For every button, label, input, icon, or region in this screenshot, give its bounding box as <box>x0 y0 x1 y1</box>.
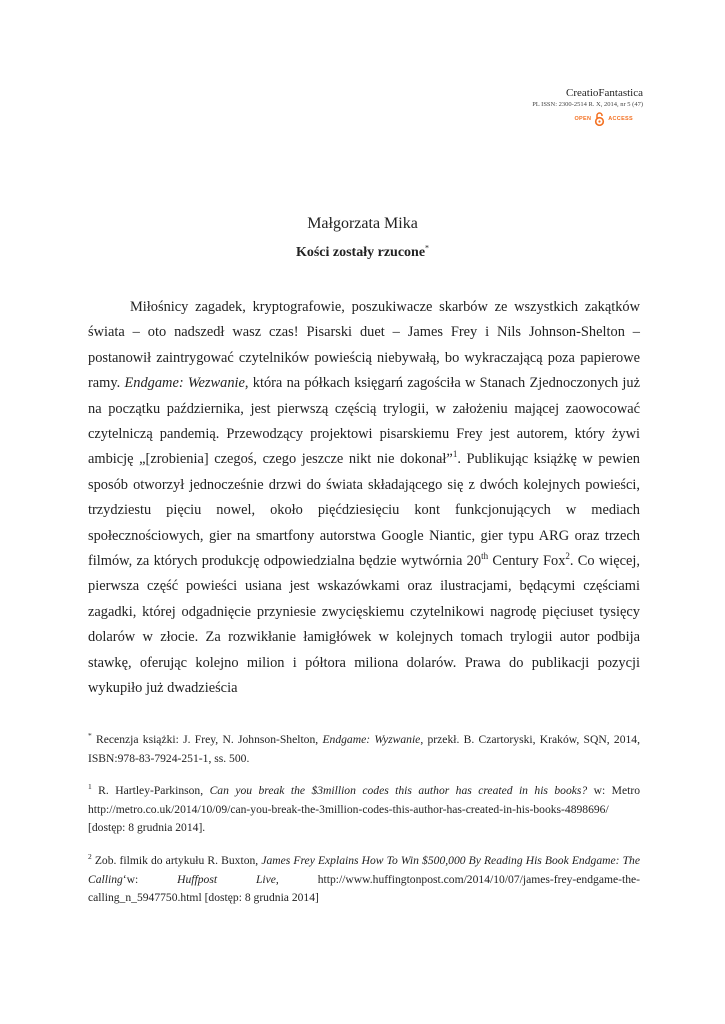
body-text-3: . Publikując książkę w pewien sposób otworzył jednocześnie drzwi do świata składającego się z dwóch kolejnych powieści, trzydziestu pięciu nowel, około pięćdziesięciu kont funkcjonujących w mediach społecznościowych, gier na smartfony autorstwa Google Niantic, gier typu ARG oraz trzech filmów, za których produkcję odpowiedzialna będzie wytwórnia 20 <box>88 451 640 570</box>
author-name: Małgorzata Mika <box>307 215 418 232</box>
footnote-2-italic: James Frey Explains How To Win $500,000 By Reading His Book Endgame: The Calling <box>88 853 640 886</box>
footnote-1 <box>88 782 640 838</box>
body-text-1: Miłośnicy zagadek, kryptografowie, poszukiwacze skarbów ze wszystkich zakątków świata – oto nadszedł wasz czas! Pisarski duet – James Frey i Nils Johnson-Shelton – postanowił zaintrygować czytelników powieścią niebywałą, bo wykraczającą poza papierowe ramy. <box>88 299 640 392</box>
body-text-5: . Co więcej, pierwsza część powieści usiana jest wskazówkami oraz ilustracjami, będącymi częściami zagadki, której odgadnięcie przyniesie zwycięskiemu czytelnikowi nagrodę pięciuset tysięcy dolarów w złocie. Za rozwikłanie łamigłówek w kolejnych tomach trylogii autor podbija stawkę, oferując kolejno milion i półtora miliona dolarów. Prawa do publikacji pozycji wykupiło już dwadzieścia <box>88 553 640 697</box>
issn-line: PL ISSN: 2300-2514 R. X, 2014, nr 5 (47) <box>532 101 643 108</box>
journal-header <box>483 86 643 126</box>
footnote-2-text-c[interactable]: http://www.huffingtonpost.com/2014/10/07/james-frey-endgame-the-calling_n_5947750.html [dostęp: 8 grudnia 2014] <box>88 872 641 905</box>
footnote-star-text-b: , przekł. B. Czartoryski, Kraków, SQN, 2014, ISBN:978-83-7924-251-1, ss. 500. <box>88 733 640 765</box>
footnote-1-text-a: R. Hartley-Parkinson, <box>91 784 210 798</box>
article-body <box>88 295 640 702</box>
footnote-2-text-a: Zob. filmik do artykułu R. Buxton, <box>91 853 262 867</box>
footnote-star-italic: Endgame: Wyzwanie <box>322 733 421 746</box>
body-text-2: , która na półkach księgarń zagościła w Stanach Zjednoczonych już na początku października, jest pierwszą częścią trylogii, w założeniu mającej zaowocować czytelniczą pandemią. Przewodzący projektowi pisarskiemu Frey jest autorem, który żywi ambicję „[zrobienia] czegoś, czego jeszcze nikt nie dokonał” <box>88 375 640 468</box>
title-footnote-mark: * <box>425 243 430 253</box>
ordinal-superscript: th <box>481 551 489 562</box>
footnote-1-mark: 1 <box>88 782 92 792</box>
open-access-right-label: ACCESS <box>608 116 633 122</box>
article-title <box>0 243 725 263</box>
footnote-1-text-b[interactable]: w: Metro http://metro.co.uk/2014/10/09/can-you-break-the-3million-codes-this-author-has-created-in-his-books-4898696/ [dostęp: 8 grudnia 2014]. <box>88 784 640 835</box>
body-text-4: Century Fox <box>488 553 566 570</box>
footnote-star <box>88 731 640 768</box>
footnote-ref-2[interactable]: 2 <box>565 551 570 562</box>
open-access-lock-icon <box>594 112 605 126</box>
footnote-2-text-b: ‘w: <box>122 872 178 886</box>
open-access-left-label: OPEN <box>574 116 592 122</box>
footnote-ref-1[interactable]: 1 <box>452 449 458 460</box>
footnote-2-italic-2: Huffpost Live, <box>177 872 279 886</box>
footnote-2 <box>88 852 640 908</box>
journal-name: CreatioFantastica <box>566 87 643 99</box>
footnote-2-mark: 2 <box>88 852 92 862</box>
open-access-logo <box>483 112 633 126</box>
footnotes <box>88 731 640 922</box>
footnote-1-italic: Can you break the $3million codes this author has created in his books? <box>209 784 588 798</box>
footnote-star-mark: * <box>88 731 92 741</box>
body-italic-title: Endgame: Wezwanie <box>124 375 245 392</box>
article-title-text: Kości zostały rzucone <box>295 245 426 260</box>
footnote-star-text-a: Recenzja książki: J. Frey, N. Johnson-Shelton, <box>91 733 323 746</box>
body-paragraph <box>88 295 640 702</box>
